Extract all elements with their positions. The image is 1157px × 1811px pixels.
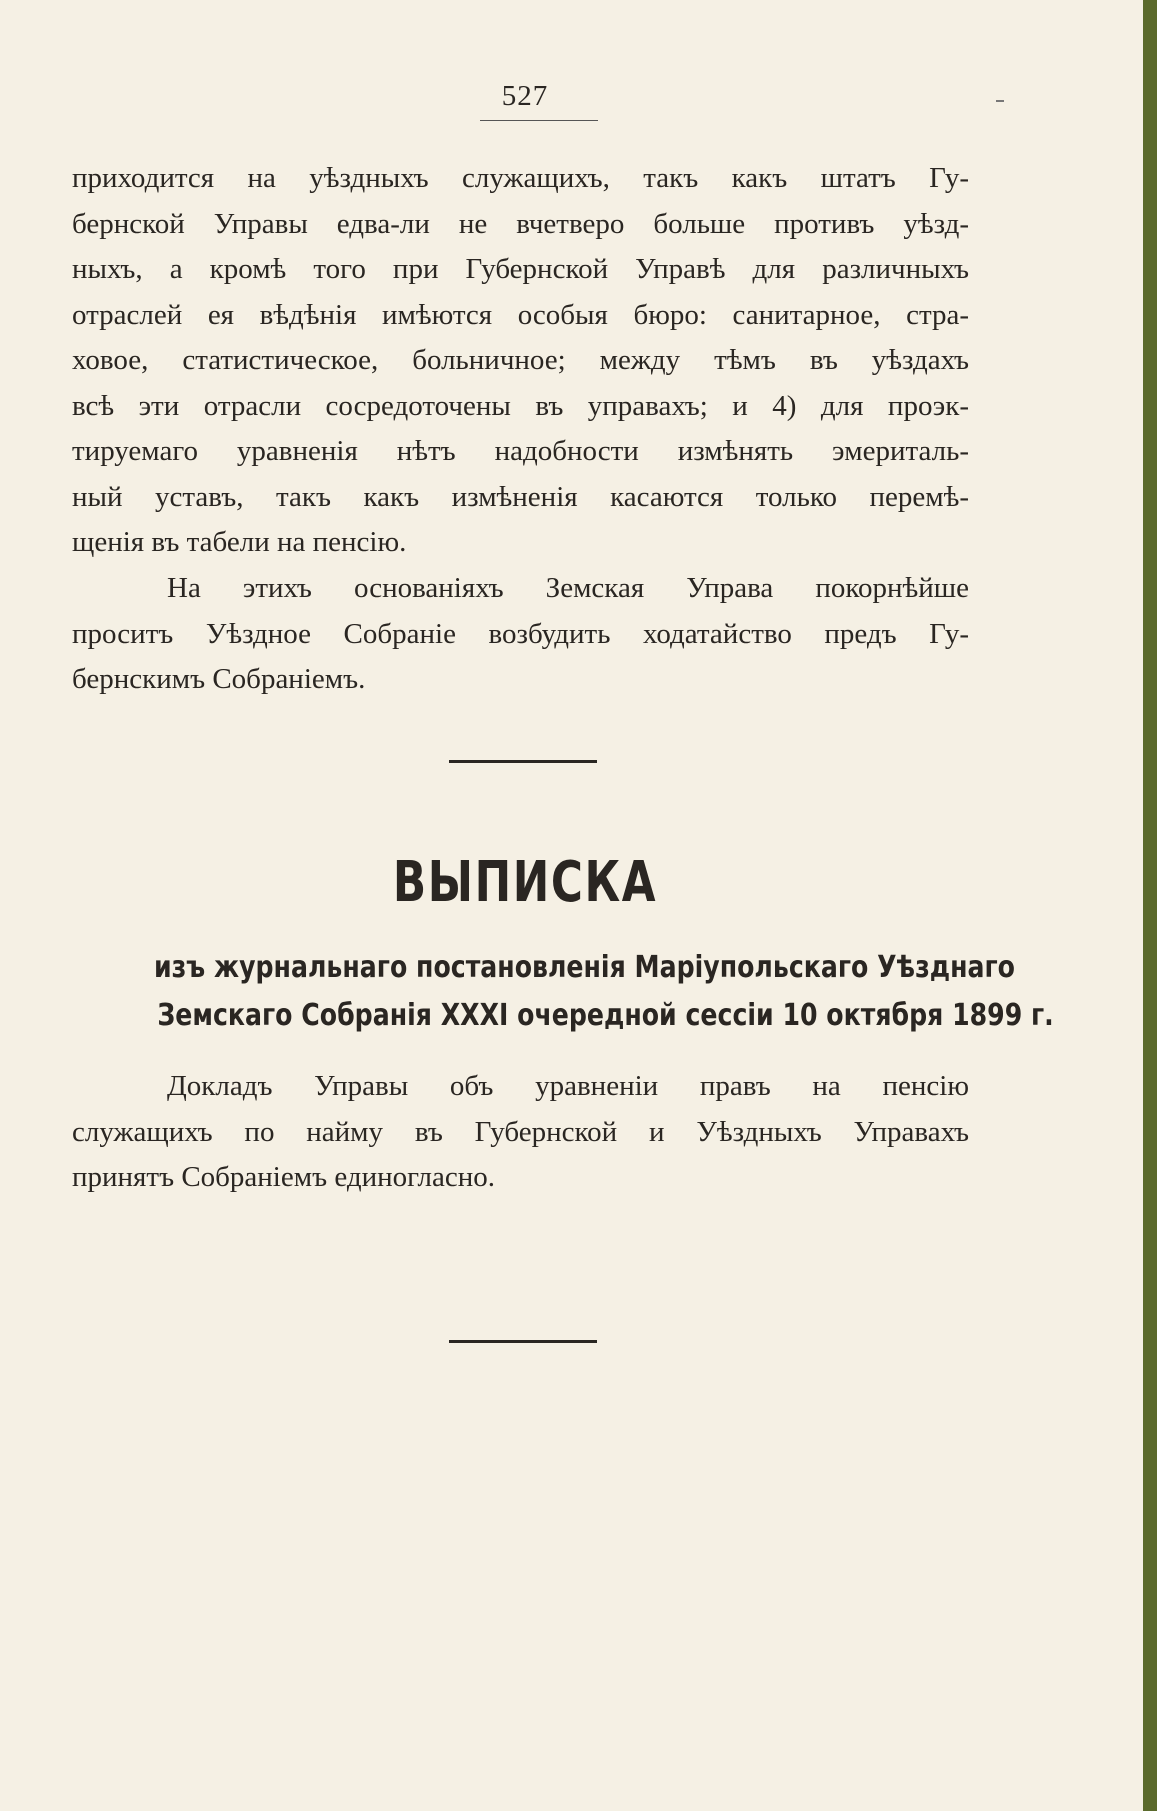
text-line: Докладъ Управы объ уравненіи правъ на пенсію (167, 1070, 969, 1102)
closing-divider (449, 1340, 597, 1343)
paragraph-1 (72, 156, 969, 566)
text-line: служащихъ по найму въ Губернской и Уѣздныхъ Управахъ (72, 1115, 969, 1148)
text-line: тируемаго уравненія нѣтъ надобности измѣнять эмериталь- (72, 435, 969, 467)
text-line: проситъ Уѣздное Собраніе возбудить ходатайство предъ Гу- (72, 617, 969, 650)
text-line: приходится на уѣздныхъ служащихъ, такъ какъ штатъ Гу- (72, 162, 969, 194)
section-heading: ВЫПИСКА (392, 850, 658, 915)
page-edge (1143, 0, 1157, 1811)
page-number: 527 (501, 80, 549, 112)
section-subheading (72, 944, 1054, 1040)
text-line: ховое, статистическое, больничное; между тѣмъ въ уѣздахъ (72, 344, 969, 376)
stray-mark (996, 100, 1004, 102)
section-divider (449, 760, 597, 763)
text-line: отраслей ея вѣдѣнія имѣются особыя бюро: санитарное, стра- (72, 298, 969, 331)
subheading-line: изъ журнальнаго постановленія Маріупольскаго Уѣзднаго (153, 950, 1015, 985)
text-line: ныхъ, а кромѣ того при Губернской Управѣ для различныхъ (72, 253, 969, 285)
text-line: На этихъ основаніяхъ Земская Управа покорнѣйше (167, 572, 969, 604)
text-line: бернскимъ Собраніемъ. (72, 663, 366, 695)
text-line: всѣ эти отрасли сосредоточены въ управахъ; и 4) для проэк- (72, 389, 969, 422)
page-number-rule (480, 120, 598, 121)
text-line: принятъ Собраніемъ единогласно. (72, 1161, 496, 1193)
subheading-line: Земскаго Собранія XXXI очередной сессіи 10 октября 1899 г. (157, 998, 1054, 1033)
text-line: ный уставъ, такъ какъ измѣненія касаются только перемѣ- (72, 480, 969, 513)
paragraph-3 (72, 1064, 969, 1201)
paragraph-2 (72, 566, 969, 703)
text-line: бернской Управы едва-ли не вчетверо больше противъ уѣзд- (72, 207, 969, 240)
text-line: щенія въ табели на пенсію. (72, 526, 407, 558)
